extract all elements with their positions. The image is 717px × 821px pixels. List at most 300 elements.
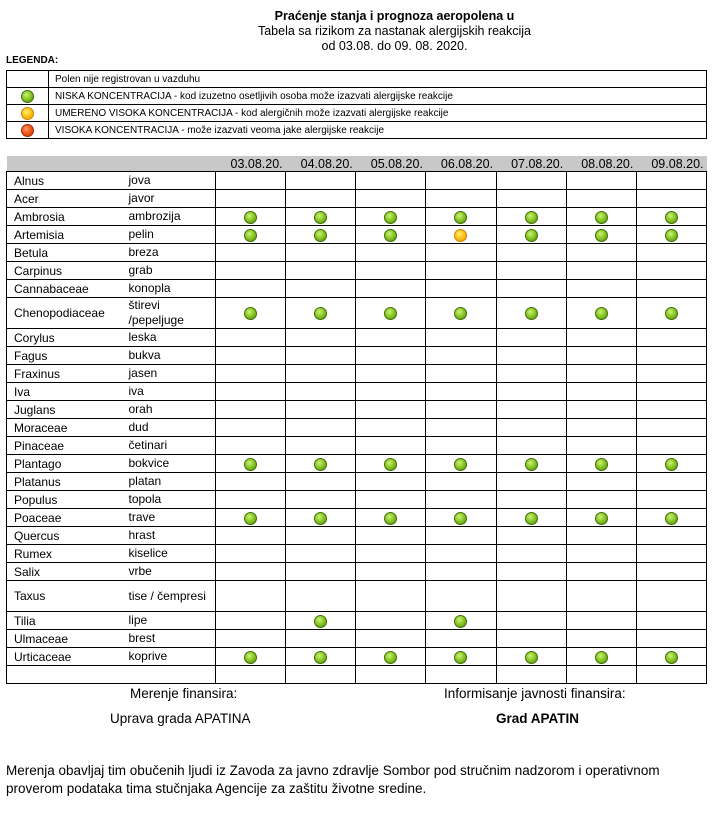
local-name: leska <box>127 329 216 347</box>
green-circle-icon <box>595 211 608 224</box>
concentration-cell <box>426 563 496 581</box>
concentration-cell <box>496 545 566 563</box>
concentration-cell <box>286 280 356 298</box>
local-name: trave <box>127 509 216 527</box>
concentration-cell <box>496 298 566 329</box>
concentration-cell <box>216 473 286 491</box>
concentration-cell <box>286 527 356 545</box>
concentration-cell <box>356 280 426 298</box>
latin-name: Acer <box>7 190 127 208</box>
concentration-cell <box>496 509 566 527</box>
concentration-cell <box>216 365 286 383</box>
concentration-cell <box>356 298 426 329</box>
concentration-cell <box>566 455 636 473</box>
concentration-cell <box>566 563 636 581</box>
table-row <box>7 563 707 581</box>
concentration-cell <box>636 172 706 190</box>
concentration-cell <box>496 419 566 437</box>
date-header: 09.08.20. <box>636 156 706 172</box>
local-name: kiselice <box>127 545 216 563</box>
concentration-cell <box>496 666 566 684</box>
concentration-cell <box>566 244 636 262</box>
concentration-cell <box>636 612 706 630</box>
table-row <box>7 280 707 298</box>
green-circle-icon <box>525 651 538 664</box>
latin-name: Poaceae <box>7 509 127 527</box>
latin-name: Carpinus <box>7 262 127 280</box>
concentration-cell <box>566 509 636 527</box>
legend-row <box>7 71 707 88</box>
concentration-cell <box>566 190 636 208</box>
concentration-cell <box>426 298 496 329</box>
concentration-cell <box>356 262 426 280</box>
concentration-cell <box>426 190 496 208</box>
table-row <box>7 190 707 208</box>
table-row <box>7 581 707 612</box>
funding-measurement-value: Uprava grada APATINA <box>110 711 251 726</box>
concentration-cell <box>286 648 356 666</box>
concentration-cell <box>216 244 286 262</box>
green-circle-icon <box>314 512 327 525</box>
concentration-cell <box>426 401 496 419</box>
legend-icon-cell <box>7 71 49 88</box>
page-subtitle: Tabela sa rizikom za nastanak alergijskih reakcija <box>257 24 532 38</box>
green-circle-icon <box>314 307 327 320</box>
concentration-cell <box>356 437 426 455</box>
concentration-cell <box>356 666 426 684</box>
concentration-cell <box>496 473 566 491</box>
concentration-cell <box>636 262 706 280</box>
green-circle-icon <box>595 651 608 664</box>
concentration-cell <box>216 545 286 563</box>
table-row <box>7 648 707 666</box>
concentration-cell <box>636 455 706 473</box>
local-name: koprive <box>127 648 216 666</box>
concentration-cell <box>636 329 706 347</box>
green-circle-icon <box>665 211 678 224</box>
concentration-cell <box>426 383 496 401</box>
concentration-cell <box>636 190 706 208</box>
green-circle-icon <box>314 651 327 664</box>
concentration-cell <box>216 527 286 545</box>
concentration-cell <box>426 437 496 455</box>
concentration-cell <box>286 329 356 347</box>
concentration-cell <box>356 190 426 208</box>
legend-label: LEGENDA: <box>6 55 59 66</box>
table-row <box>7 527 707 545</box>
green-circle-icon <box>384 512 397 525</box>
green-circle-icon <box>314 211 327 224</box>
concentration-cell <box>496 612 566 630</box>
concentration-cell <box>426 226 496 244</box>
table-row <box>7 226 707 244</box>
concentration-cell <box>356 347 426 365</box>
concentration-cell <box>426 491 496 509</box>
latin-name: Salix <box>7 563 127 581</box>
concentration-cell <box>426 630 496 648</box>
date-range: od 03.08. do 09. 08. 2020. <box>321 39 468 53</box>
concentration-cell <box>636 383 706 401</box>
concentration-cell <box>286 208 356 226</box>
legend-icon-cell <box>7 105 49 122</box>
concentration-cell <box>426 545 496 563</box>
concentration-cell <box>566 648 636 666</box>
concentration-cell <box>216 419 286 437</box>
funding-information-value: Grad APATIN <box>496 711 580 726</box>
date-header: 05.08.20. <box>356 156 426 172</box>
latin-name: Cannabaceae <box>7 280 127 298</box>
concentration-cell <box>636 473 706 491</box>
concentration-cell <box>566 630 636 648</box>
concentration-cell <box>496 190 566 208</box>
concentration-cell <box>356 545 426 563</box>
concentration-cell <box>216 208 286 226</box>
concentration-cell <box>286 419 356 437</box>
concentration-cell <box>496 437 566 455</box>
concentration-cell <box>426 280 496 298</box>
concentration-cell <box>426 666 496 684</box>
concentration-cell <box>566 383 636 401</box>
local-name: jasen <box>127 365 216 383</box>
concentration-cell <box>286 563 356 581</box>
latin-name <box>7 666 127 684</box>
concentration-cell <box>216 226 286 244</box>
table-row <box>7 298 707 329</box>
date-header: 07.08.20. <box>496 156 566 172</box>
latin-name: Quercus <box>7 527 127 545</box>
concentration-cell <box>566 527 636 545</box>
green-circle-icon <box>244 512 257 525</box>
green-circle-icon <box>525 211 538 224</box>
green-circle-icon <box>665 512 678 525</box>
concentration-cell <box>496 347 566 365</box>
green-circle-icon <box>454 651 467 664</box>
concentration-cell <box>356 208 426 226</box>
green-circle-icon <box>665 229 678 242</box>
concentration-cell <box>496 208 566 226</box>
concentration-cell <box>426 527 496 545</box>
concentration-cell <box>356 612 426 630</box>
concentration-cell <box>356 581 426 612</box>
concentration-cell <box>356 630 426 648</box>
latin-name: Chenopodiaceae <box>7 298 127 329</box>
green-circle-icon <box>595 307 608 320</box>
concentration-cell <box>496 280 566 298</box>
concentration-cell <box>566 262 636 280</box>
latin-name: Taxus <box>7 581 127 612</box>
concentration-cell <box>286 509 356 527</box>
concentration-cell <box>216 563 286 581</box>
concentration-cell <box>496 329 566 347</box>
concentration-cell <box>286 172 356 190</box>
concentration-cell <box>496 491 566 509</box>
red-circle-icon <box>21 124 34 137</box>
concentration-cell <box>356 455 426 473</box>
concentration-cell <box>426 509 496 527</box>
table-row <box>7 612 707 630</box>
concentration-cell <box>636 491 706 509</box>
concentration-cell <box>286 455 356 473</box>
green-circle-icon <box>454 211 467 224</box>
green-circle-icon <box>244 229 257 242</box>
local-name: ambrozija <box>127 208 216 226</box>
date-header: 04.08.20. <box>286 156 356 172</box>
date-header: 06.08.20. <box>426 156 496 172</box>
green-circle-icon <box>525 307 538 320</box>
page-title: Praćenje stanja i prognoza aeropolena u <box>274 9 515 23</box>
table-row <box>7 509 707 527</box>
green-circle-icon <box>525 512 538 525</box>
concentration-cell <box>426 262 496 280</box>
concentration-cell <box>426 612 496 630</box>
latin-name: Ambrosia <box>7 208 127 226</box>
concentration-cell <box>496 401 566 419</box>
concentration-cell <box>636 226 706 244</box>
local-name <box>127 666 216 684</box>
local-name: bukva <box>127 347 216 365</box>
concentration-cell <box>356 401 426 419</box>
concentration-cell <box>286 226 356 244</box>
concentration-cell <box>566 298 636 329</box>
legend-text: UMERENO VISOKA KONCENTRACIJA - kod alergičnih može izazvati alergijske reakcije <box>49 105 707 122</box>
latin-name: Corylus <box>7 329 127 347</box>
latin-name: Platanus <box>7 473 127 491</box>
concentration-cell <box>636 401 706 419</box>
concentration-cell <box>636 419 706 437</box>
concentration-cell <box>356 329 426 347</box>
concentration-cell <box>566 280 636 298</box>
concentration-cell <box>286 581 356 612</box>
concentration-cell <box>356 473 426 491</box>
concentration-cell <box>636 648 706 666</box>
latin-name: Plantago <box>7 455 127 473</box>
latin-name: Rumex <box>7 545 127 563</box>
concentration-cell <box>426 473 496 491</box>
concentration-cell <box>496 630 566 648</box>
header-blank <box>7 156 216 172</box>
concentration-cell <box>426 419 496 437</box>
concentration-cell <box>216 437 286 455</box>
footer-note: Merenja obavljaj tim obučenih ljudi iz Zavoda za javno zdravlje Sombor pod stručnim nadzorom i operativnom proverom podataka tima stučnjaka Agencije za zaštitu životne sredine. <box>6 763 660 796</box>
concentration-cell <box>286 491 356 509</box>
concentration-cell <box>426 581 496 612</box>
concentration-cell <box>636 365 706 383</box>
local-name: grab <box>127 262 216 280</box>
concentration-cell <box>216 630 286 648</box>
concentration-cell <box>286 666 356 684</box>
pollen-table <box>6 156 707 684</box>
green-circle-icon <box>454 307 467 320</box>
concentration-cell <box>216 666 286 684</box>
concentration-cell <box>216 329 286 347</box>
green-circle-icon <box>314 458 327 471</box>
green-circle-icon <box>384 458 397 471</box>
local-name: platan <box>127 473 216 491</box>
local-name: tise / čempresi <box>127 581 216 612</box>
table-row <box>7 262 707 280</box>
local-name: bokvice <box>127 455 216 473</box>
legend-row <box>7 122 707 139</box>
table-row <box>7 244 707 262</box>
concentration-cell <box>566 666 636 684</box>
green-circle-icon <box>665 458 678 471</box>
concentration-cell <box>566 612 636 630</box>
local-name: iva <box>127 383 216 401</box>
concentration-cell <box>636 563 706 581</box>
local-name: štirevi /pepeljuge <box>127 298 216 329</box>
concentration-cell <box>636 280 706 298</box>
table-row <box>7 545 707 563</box>
green-circle-icon <box>525 458 538 471</box>
concentration-cell <box>216 612 286 630</box>
concentration-cell <box>216 509 286 527</box>
green-circle-icon <box>314 229 327 242</box>
concentration-cell <box>636 509 706 527</box>
legend-text: Polen nije registrovan u vazduhu <box>49 71 707 88</box>
concentration-cell <box>426 648 496 666</box>
concentration-cell <box>286 298 356 329</box>
legend-text: VISOKA KONCENTRACIJA - može izazvati veoma jake alergijske reakcije <box>49 122 707 139</box>
table-row <box>7 473 707 491</box>
green-circle-icon <box>384 651 397 664</box>
concentration-cell <box>636 347 706 365</box>
green-circle-icon <box>525 229 538 242</box>
concentration-cell <box>216 280 286 298</box>
concentration-cell <box>426 455 496 473</box>
concentration-cell <box>496 172 566 190</box>
concentration-cell <box>566 347 636 365</box>
concentration-cell <box>286 612 356 630</box>
latin-name: Moraceae <box>7 419 127 437</box>
concentration-cell <box>496 365 566 383</box>
legend-icon-cell <box>7 88 49 105</box>
green-circle-icon <box>384 307 397 320</box>
concentration-cell <box>216 190 286 208</box>
table-row <box>7 666 707 684</box>
latin-name: Juglans <box>7 401 127 419</box>
concentration-cell <box>566 491 636 509</box>
concentration-cell <box>426 208 496 226</box>
green-circle-icon <box>244 211 257 224</box>
concentration-cell <box>216 383 286 401</box>
concentration-cell <box>426 244 496 262</box>
concentration-cell <box>356 648 426 666</box>
concentration-cell <box>566 545 636 563</box>
local-name: vrbe <box>127 563 216 581</box>
concentration-cell <box>286 262 356 280</box>
latin-name: Betula <box>7 244 127 262</box>
concentration-cell <box>216 262 286 280</box>
concentration-cell <box>216 455 286 473</box>
concentration-cell <box>356 172 426 190</box>
concentration-cell <box>356 383 426 401</box>
funding-information-label: Informisanje javnosti finansira: <box>444 686 626 701</box>
green-circle-icon <box>665 307 678 320</box>
concentration-cell <box>286 473 356 491</box>
latin-name: Fraxinus <box>7 365 127 383</box>
concentration-cell <box>566 419 636 437</box>
concentration-cell <box>286 437 356 455</box>
concentration-cell <box>356 365 426 383</box>
concentration-cell <box>426 347 496 365</box>
concentration-cell <box>426 172 496 190</box>
local-name: javor <box>127 190 216 208</box>
concentration-cell <box>286 190 356 208</box>
concentration-cell <box>216 401 286 419</box>
concentration-cell <box>566 581 636 612</box>
concentration-cell <box>566 437 636 455</box>
local-name: hrast <box>127 527 216 545</box>
concentration-cell <box>216 347 286 365</box>
table-row <box>7 419 707 437</box>
table-row <box>7 172 707 190</box>
concentration-cell <box>636 666 706 684</box>
green-circle-icon <box>384 211 397 224</box>
concentration-cell <box>636 545 706 563</box>
concentration-cell <box>216 298 286 329</box>
concentration-cell <box>636 244 706 262</box>
concentration-cell <box>636 527 706 545</box>
latin-name: Tilia <box>7 612 127 630</box>
concentration-cell <box>496 455 566 473</box>
concentration-cell <box>496 648 566 666</box>
green-circle-icon <box>454 512 467 525</box>
table-row <box>7 630 707 648</box>
concentration-cell <box>566 208 636 226</box>
concentration-cell <box>216 648 286 666</box>
concentration-cell <box>496 581 566 612</box>
concentration-cell <box>496 383 566 401</box>
concentration-cell <box>636 298 706 329</box>
local-name: brest <box>127 630 216 648</box>
concentration-cell <box>566 365 636 383</box>
table-row <box>7 401 707 419</box>
concentration-cell <box>566 401 636 419</box>
latin-name: Artemisia <box>7 226 127 244</box>
local-name: konopla <box>127 280 216 298</box>
table-row <box>7 491 707 509</box>
green-circle-icon <box>244 651 257 664</box>
concentration-cell <box>426 329 496 347</box>
funding-measurement-label: Merenje finansira: <box>130 686 238 701</box>
table-row <box>7 437 707 455</box>
latin-name: Populus <box>7 491 127 509</box>
latin-name: Fagus <box>7 347 127 365</box>
concentration-cell <box>216 491 286 509</box>
concentration-cell <box>636 630 706 648</box>
local-name: pelin <box>127 226 216 244</box>
local-name: topola <box>127 491 216 509</box>
local-name: jova <box>127 172 216 190</box>
concentration-cell <box>636 208 706 226</box>
concentration-cell <box>286 630 356 648</box>
concentration-cell <box>496 244 566 262</box>
table-row <box>7 383 707 401</box>
concentration-cell <box>356 509 426 527</box>
latin-name: Urticaceae <box>7 648 127 666</box>
concentration-cell <box>356 491 426 509</box>
table-row <box>7 329 707 347</box>
concentration-cell <box>496 262 566 280</box>
concentration-cell <box>286 347 356 365</box>
concentration-cell <box>426 365 496 383</box>
table-row <box>7 455 707 473</box>
green-circle-icon <box>595 512 608 525</box>
green-circle-icon <box>454 458 467 471</box>
concentration-cell <box>636 437 706 455</box>
concentration-cell <box>566 226 636 244</box>
concentration-cell <box>496 527 566 545</box>
